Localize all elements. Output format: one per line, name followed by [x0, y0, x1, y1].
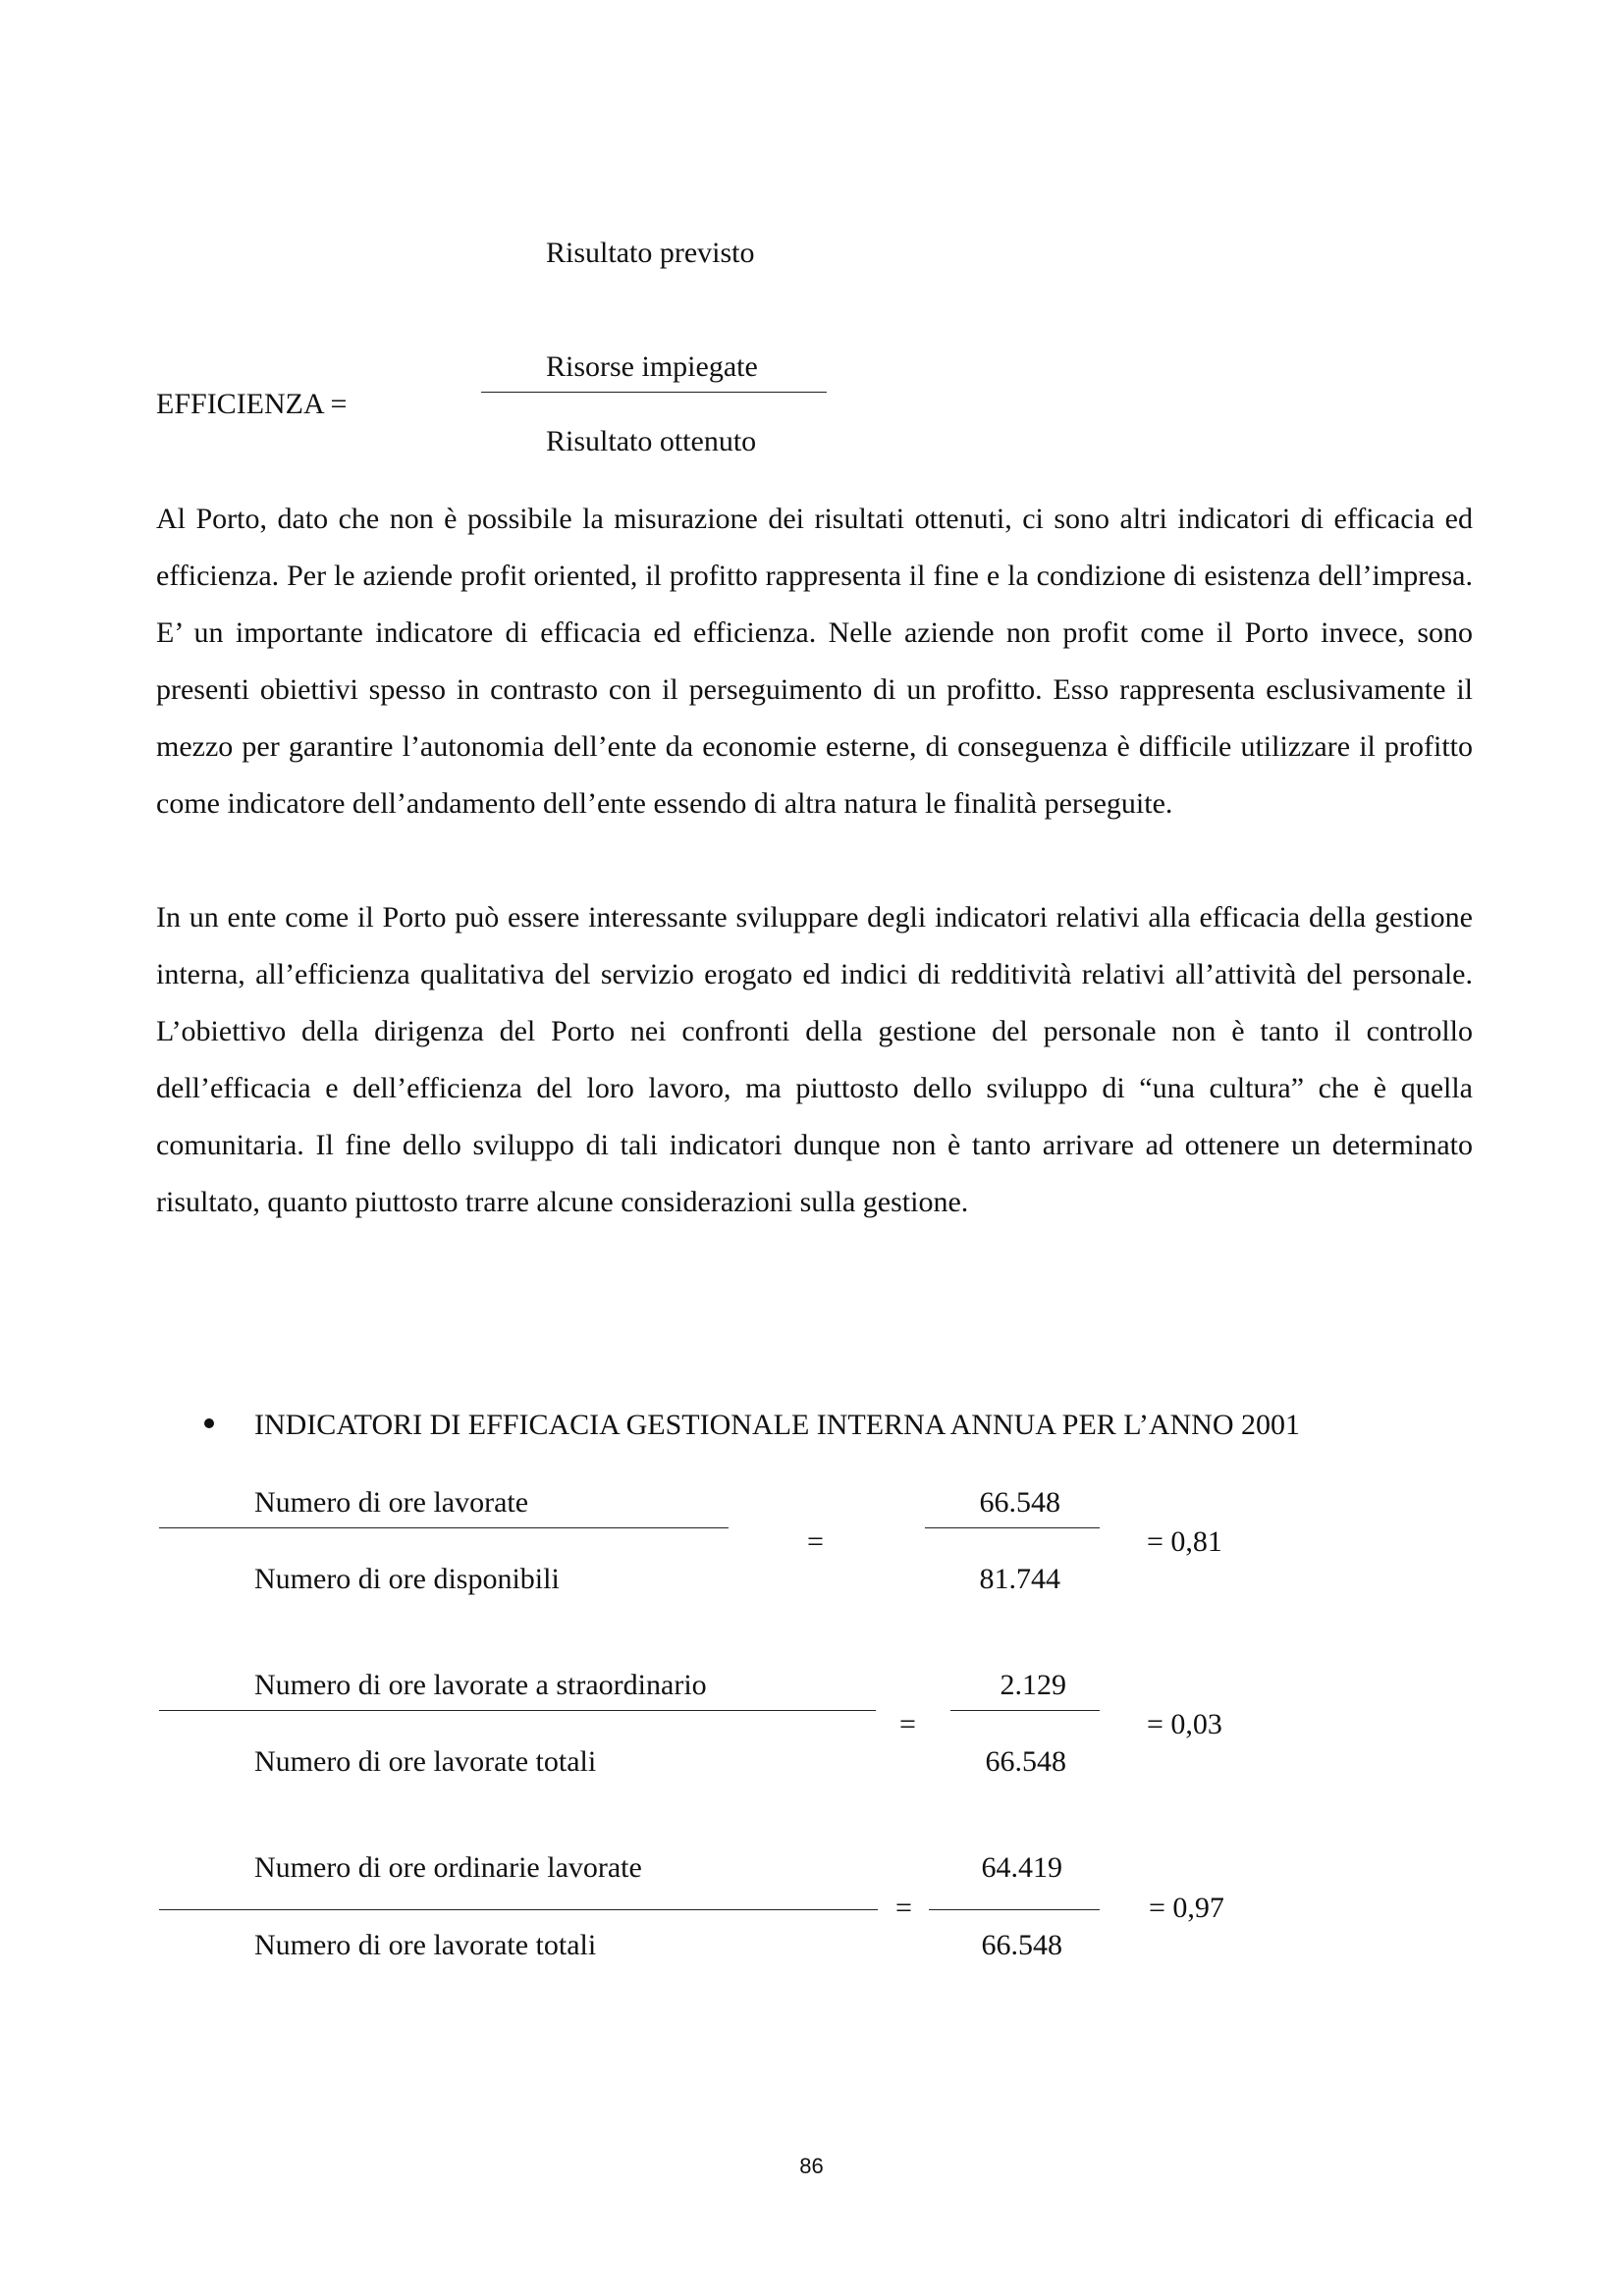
- indicator-1-numerator-value: 66.548: [979, 1486, 1060, 1519]
- indicator-3-numerator-label: Numero di ore ordinarie lavorate: [254, 1851, 642, 1884]
- formula-numerator: Risorse impiegate: [546, 350, 758, 383]
- indicator-1-denominator-value: 81.744: [979, 1563, 1060, 1595]
- paragraph-1: Al Porto, dato che non è possibile la misurazione dei risultati ottenuti, ci sono altri indicatori di efficacia ed efficienza. Per le aziende profit oriented, il profitto rappresenta il fine e la condizione di esistenza dell’impresa. E’ un importante indicatore di efficacia ed efficienza. Nelle aziende non profit come il Porto invece, sono presenti obiettivi spesso in contrasto con il perseguimento di un profitto. Esso rappresenta esclusivamente il mezzo per garantire l’autonomia dell’ente da economie esterne, di conseguenza è difficile utilizzare il profitto come indicatore dell’andamento dell’ente essendo di altra natura le finalità perseguite.: [156, 503, 1473, 820]
- indicator-3-value-bar: [929, 1909, 1100, 1910]
- indicator-1-value-bar: [925, 1527, 1100, 1528]
- indicator-2-numerator-value: 2.129: [1000, 1669, 1066, 1701]
- paragraph-2: In un ente come il Porto può essere interessante sviluppare degli indicatori relativi alla efficacia della gestione interna, all’efficienza qualitativa del servizio erogato ed indici di redditività relativi all’attività del personale. L’obiettivo della dirigenza del Porto nei confronti della gestione del personale non è tanto il controllo dell’efficacia e dell’efficienza del loro lavoro, ma piuttosto dello sviluppo di “una cultura” che è quella comunitaria. Il fine dello sviluppo di tali indicatori dunque non è tanto arrivare ad ottenere un determinato risultato, quanto piuttosto trarre alcune considerazioni sulla gestione.: [156, 901, 1473, 1218]
- indicator-2-label-bar: [159, 1710, 876, 1711]
- formula-denominator: Risultato ottenuto: [546, 425, 757, 457]
- indicator-3-result: = 0,97: [1149, 1892, 1224, 1924]
- efficiency-label: EFFICIENZA =: [156, 388, 348, 420]
- indicator-2-denominator-value: 66.548: [985, 1745, 1066, 1778]
- indicator-3-denominator-value: 66.548: [981, 1929, 1062, 1961]
- indicator-1-result: = 0,81: [1147, 1525, 1222, 1558]
- indicator-2-result: = 0,03: [1147, 1708, 1222, 1740]
- formula-top-label: Risultato previsto: [546, 237, 755, 269]
- indicator-3-denominator-label: Numero di ore lavorate totali: [254, 1929, 597, 1961]
- indicator-2-denominator-label: Numero di ore lavorate totali: [254, 1745, 597, 1778]
- indicator-1-denominator-label: Numero di ore disponibili: [254, 1563, 560, 1595]
- section-heading: INDICATORI DI EFFICACIA GESTIONALE INTERNA ANNUA PER L’ANNO 2001: [254, 1409, 1301, 1441]
- formula-fraction-bar: [481, 392, 827, 393]
- bullet-icon: [204, 1418, 214, 1428]
- indicator-3-equals: =: [895, 1892, 912, 1924]
- indicator-1-numerator-label: Numero di ore lavorate: [254, 1486, 529, 1519]
- indicator-3-numerator-value: 64.419: [981, 1851, 1062, 1884]
- indicator-1-equals: =: [807, 1525, 824, 1558]
- indicator-3-label-bar: [159, 1909, 878, 1910]
- indicator-2-value-bar: [950, 1710, 1100, 1711]
- page-number: 86: [799, 2154, 824, 2178]
- indicator-1-label-bar: [159, 1527, 729, 1528]
- indicator-2-numerator-label: Numero di ore lavorate a straordinario: [254, 1669, 707, 1701]
- indicator-2-equals: =: [899, 1708, 916, 1740]
